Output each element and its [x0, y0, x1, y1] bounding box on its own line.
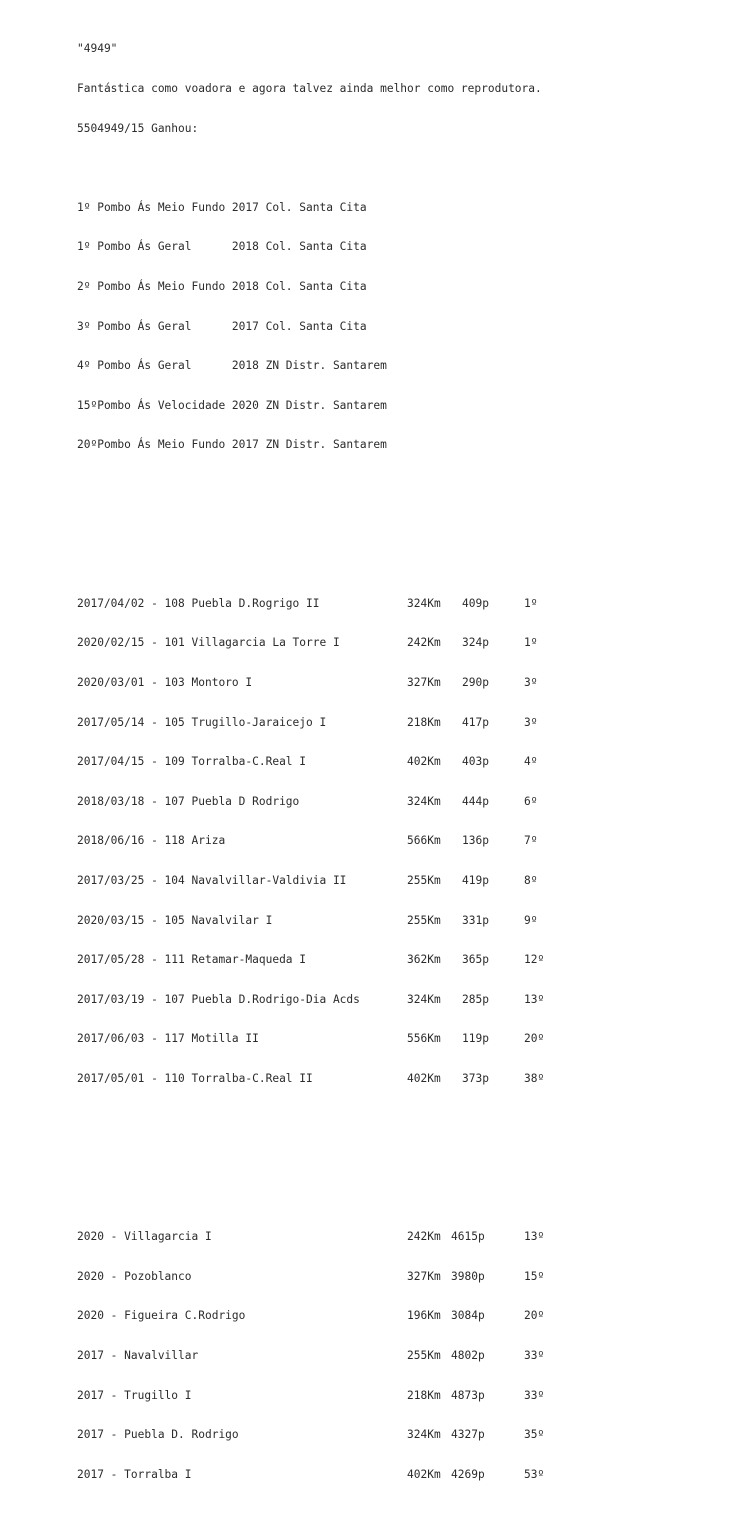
- race-distance: 218Km: [407, 715, 441, 729]
- season-place: 33º: [524, 1388, 545, 1402]
- race-description: 2017/03/19 - 107 Puebla D.Rodrigo-Dia Acds: [77, 992, 360, 1006]
- race-place: 1º: [524, 636, 538, 650]
- race-birds: 373p: [462, 1071, 489, 1085]
- race-results-list: [77, 570, 554, 1111]
- race-distance: 402Km: [407, 755, 441, 769]
- season-place: 15º: [524, 1269, 545, 1283]
- race-row: [77, 1032, 554, 1045]
- race-birds: 419p: [462, 873, 489, 887]
- race-place: 1º: [524, 596, 538, 610]
- season-row: [77, 1428, 554, 1441]
- race-description: 2017/04/15 - 109 Torralba-C.Real I: [77, 755, 307, 769]
- race-birds: 136p: [462, 834, 489, 848]
- race-distance: 324Km: [407, 992, 441, 1006]
- race-place: 9º: [524, 913, 538, 927]
- section-spacer: [77, 1151, 554, 1164]
- race-place: 3º: [524, 715, 538, 729]
- race-place: 38º: [524, 1071, 545, 1085]
- season-distance: 324Km: [407, 1428, 441, 1442]
- race-description: 2020/03/15 - 105 Navalvilar I: [77, 913, 273, 927]
- race-row: [77, 795, 554, 808]
- season-birds: 4269p: [451, 1467, 485, 1481]
- awards-list: [77, 174, 554, 478]
- season-birds: 3084p: [451, 1309, 485, 1323]
- race-row: [77, 716, 554, 729]
- season-birds: 4615p: [451, 1230, 485, 1244]
- pigeon-record-document: [77, 16, 554, 1521]
- race-distance: 324Km: [407, 596, 441, 610]
- season-description: 2020 - Figueira C.Rodrigo: [77, 1309, 246, 1323]
- race-birds: 119p: [462, 1032, 489, 1046]
- season-description: 2017 - Puebla D. Rodrigo: [77, 1428, 239, 1442]
- season-description: 2017 - Torralba I: [77, 1467, 192, 1481]
- race-distance: 402Km: [407, 1071, 441, 1085]
- race-row: [77, 597, 554, 610]
- race-distance: 324Km: [407, 794, 441, 808]
- race-birds: 324p: [462, 636, 489, 650]
- season-distance: 242Km: [407, 1230, 441, 1244]
- season-description: 2017 - Trugillo I: [77, 1388, 192, 1402]
- race-distance: 556Km: [407, 1032, 441, 1046]
- award-line: 1º Pombo Ás Geral 2018 Col. Santa Cita: [77, 240, 367, 254]
- award-line: 20ºPombo Ás Meio Fundo 2017 ZN Distr. Santarem: [77, 438, 387, 452]
- season-description: 2020 - Pozoblanco: [77, 1269, 192, 1283]
- season-place: 53º: [524, 1467, 545, 1481]
- race-place: 4º: [524, 755, 538, 769]
- season-row: [77, 1468, 554, 1481]
- season-row: [77, 1349, 554, 1362]
- race-place: 13º: [524, 992, 545, 1006]
- season-distance: 196Km: [407, 1309, 441, 1323]
- season-birds: 3980p: [451, 1269, 485, 1283]
- section-spacer: [77, 518, 554, 531]
- race-distance: 242Km: [407, 636, 441, 650]
- race-place: 20º: [524, 1032, 545, 1046]
- race-place: 12º: [524, 953, 545, 967]
- race-description: 2017/04/02 - 108 Puebla D.Rogrigo II: [77, 596, 320, 610]
- award-line: 2º Pombo Ás Meio Fundo 2018 Col. Santa Cita: [77, 279, 367, 293]
- race-description: 2017/05/28 - 111 Retamar-Maqueda I: [77, 953, 307, 967]
- race-birds: 365p: [462, 953, 489, 967]
- season-place: 33º: [524, 1349, 545, 1363]
- season-place: 20º: [524, 1309, 545, 1323]
- season-description: 2017 - Navalvillar: [77, 1349, 199, 1363]
- award-line: 1º Pombo Ás Meio Fundo 2017 Col. Santa Cita: [77, 200, 367, 214]
- season-results-list: [77, 1204, 554, 1508]
- race-description: 2018/03/18 - 107 Puebla D Rodrigo: [77, 794, 300, 808]
- season-distance: 402Km: [407, 1467, 441, 1481]
- race-row: [77, 636, 554, 649]
- race-birds: 444p: [462, 794, 489, 808]
- race-row: [77, 953, 554, 966]
- race-distance: 327Km: [407, 675, 441, 689]
- season-birds: 4802p: [451, 1349, 485, 1363]
- race-description: 2017/05/01 - 110 Torralba-C.Real II: [77, 1071, 313, 1085]
- season-birds: 4873p: [451, 1388, 485, 1402]
- wins-heading: 5504949/15 Ganhou:: [77, 121, 199, 135]
- race-row: [77, 993, 554, 1006]
- race-row: [77, 1072, 554, 1085]
- race-description: 2017/06/03 - 117 Motilla II: [77, 1032, 259, 1046]
- season-place: 13º: [524, 1230, 545, 1244]
- race-row: [77, 874, 554, 887]
- race-row: [77, 914, 554, 927]
- race-description: 2020/03/01 - 103 Montoro I: [77, 675, 253, 689]
- race-description: 2017/05/14 - 105 Trugillo-Jaraicejo I: [77, 715, 327, 729]
- race-row: [77, 676, 554, 689]
- race-place: 8º: [524, 873, 538, 887]
- race-place: 7º: [524, 834, 538, 848]
- season-row: [77, 1389, 554, 1402]
- race-distance: 255Km: [407, 873, 441, 887]
- race-birds: 285p: [462, 992, 489, 1006]
- race-place: 3º: [524, 675, 538, 689]
- race-birds: 331p: [462, 913, 489, 927]
- race-row: [77, 755, 554, 768]
- race-birds: 417p: [462, 715, 489, 729]
- race-place: 6º: [524, 794, 538, 808]
- season-distance: 218Km: [407, 1388, 441, 1402]
- race-birds: 290p: [462, 675, 489, 689]
- race-distance: 362Km: [407, 953, 441, 967]
- race-description: 2017/03/25 - 104 Navalvillar-Valdivia II: [77, 873, 347, 887]
- race-description: 2020/02/15 - 101 Villagarcia La Torre I: [77, 636, 340, 650]
- race-birds: 409p: [462, 596, 489, 610]
- season-distance: 327Km: [407, 1269, 441, 1283]
- season-row: [77, 1230, 554, 1243]
- award-line: 4º Pombo Ás Geral 2018 ZN Distr. Santarem: [77, 359, 387, 373]
- season-description: 2020 - Villagarcia I: [77, 1230, 212, 1244]
- ring-number: "4949": [77, 42, 118, 56]
- race-distance: 255Km: [407, 913, 441, 927]
- season-row: [77, 1309, 554, 1322]
- season-birds: 4327p: [451, 1428, 485, 1442]
- race-distance: 566Km: [407, 834, 441, 848]
- race-row: [77, 834, 554, 847]
- season-row: [77, 1270, 554, 1283]
- award-line: 15ºPombo Ás Velocidade 2020 ZN Distr. Santarem: [77, 398, 387, 412]
- season-distance: 255Km: [407, 1349, 441, 1363]
- award-line: 3º Pombo Ás Geral 2017 Col. Santa Cita: [77, 319, 367, 333]
- season-place: 35º: [524, 1428, 545, 1442]
- description-text: Fantástica como voadora e agora talvez ainda melhor como reprodutora.: [77, 82, 542, 95]
- race-description: 2018/06/16 - 118 Ariza: [77, 834, 226, 848]
- race-birds: 403p: [462, 755, 489, 769]
